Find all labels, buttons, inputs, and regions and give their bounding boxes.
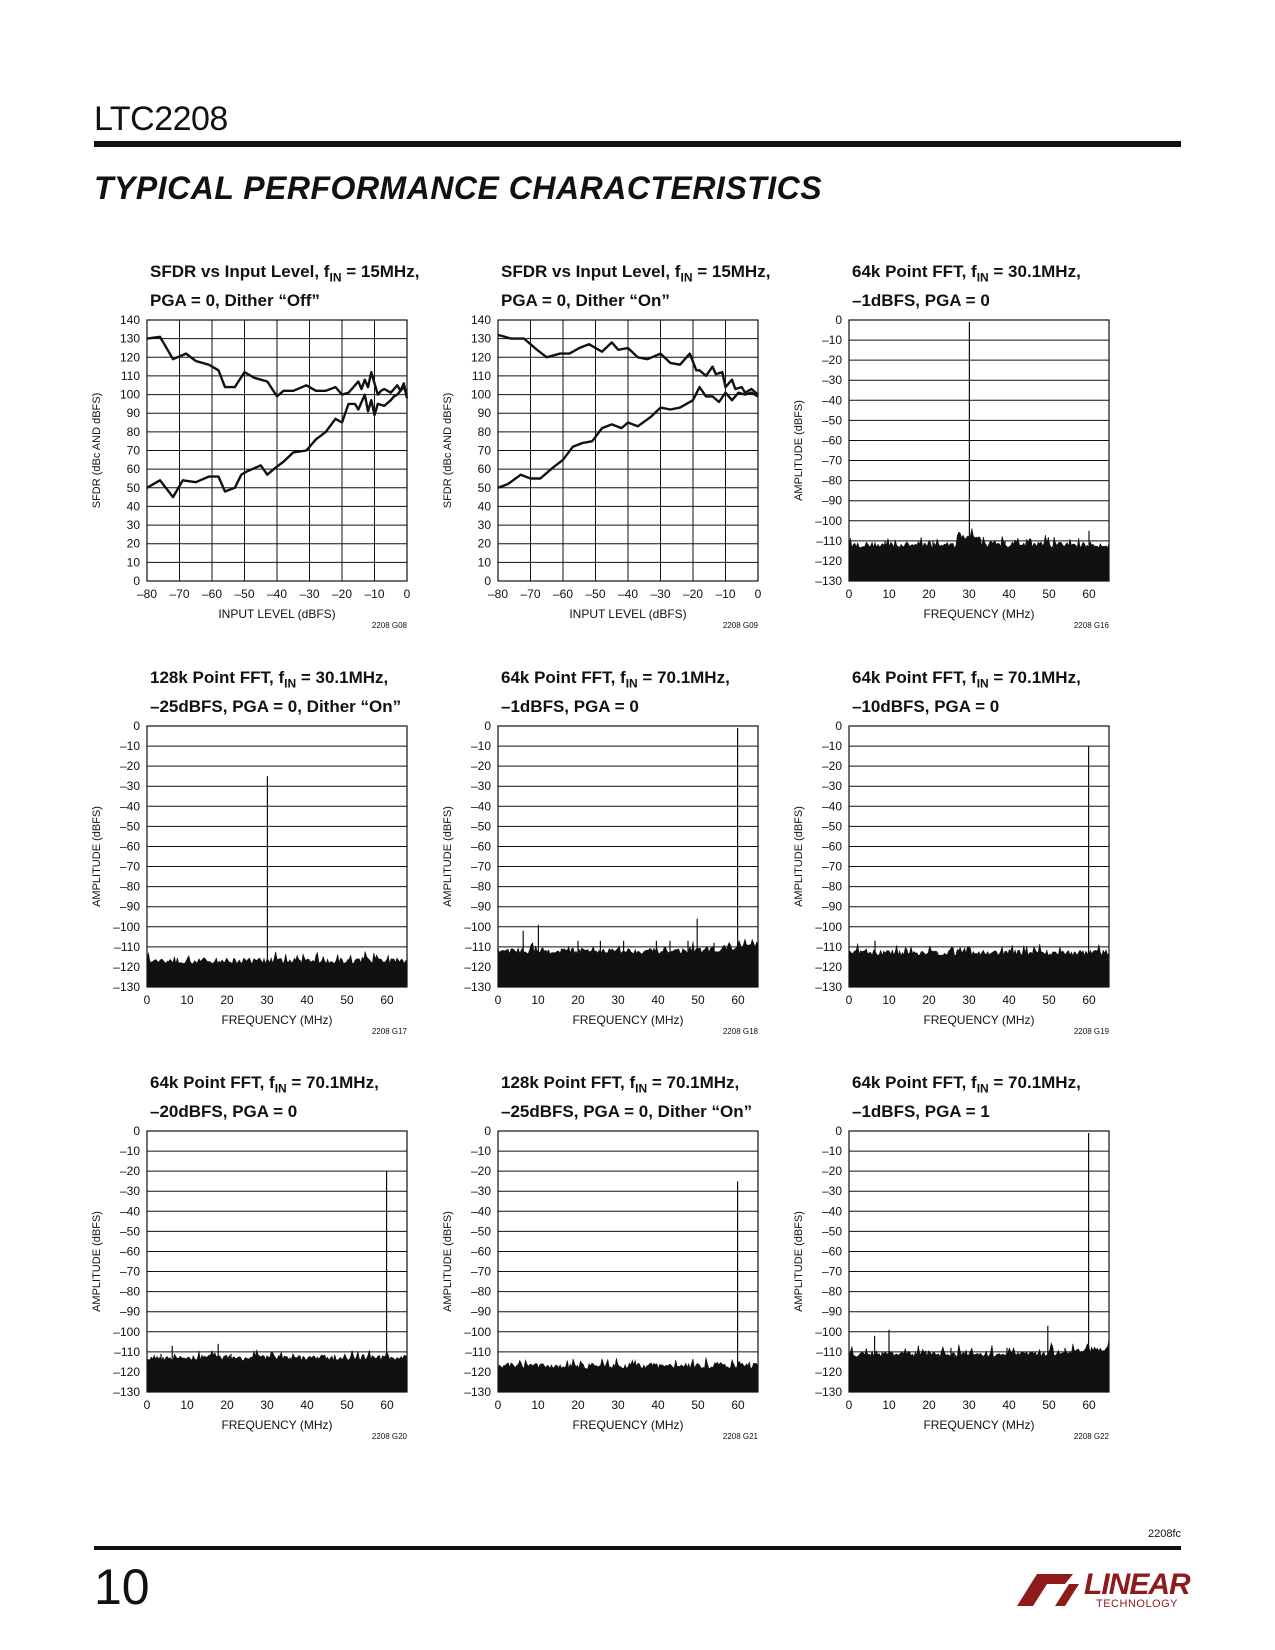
section-title: TYPICAL PERFORMANCE CHARACTERISTICS: [94, 170, 823, 206]
x-tick-label: 20: [220, 993, 234, 1007]
chart-title: 64k Point FFT, $f_{IN} = 30.1MHz$, –1dBFS, PGA = 0: [852, 262, 1081, 311]
y-tick-label: –120: [815, 1364, 842, 1379]
chart-title: 64k Point FFT, $f_{IN} = 70.1MHz$, –20dBFS, PGA = 0: [150, 1073, 379, 1122]
x-tick-label: 60: [1082, 587, 1096, 601]
y-tick-label: –30: [119, 779, 140, 794]
chart-G09: [441, 260, 811, 660]
x-tick-label: –80: [136, 587, 158, 601]
x-tick-label: –70: [169, 587, 190, 601]
y-tick-label: –30: [119, 1184, 140, 1199]
y-tick-label: –60: [119, 1244, 140, 1259]
y-tick-label: –130: [815, 1385, 842, 1399]
x-tick-label: –40: [617, 587, 639, 601]
y-tick-label: –20: [119, 759, 140, 774]
y-tick-label: 0: [835, 313, 842, 327]
y-axis-label: AMPLITUDE (dBFS): [793, 400, 805, 501]
x-tick-label: –60: [552, 587, 574, 601]
y-tick-label: –10: [821, 333, 842, 348]
y-tick-label: –120: [113, 959, 140, 974]
plot-frame: [849, 726, 1109, 987]
x-axis-label: INPUT LEVEL (dBFS): [218, 607, 336, 621]
x-tick-label: 10: [180, 993, 194, 1007]
x-axis-label: FREQUENCY (MHz): [221, 1013, 333, 1027]
y-tick-label: –70: [470, 1264, 491, 1279]
y-tick-label: –20: [821, 353, 842, 368]
y-tick-label: 0: [484, 1124, 491, 1138]
x-tick-label: 0: [143, 1398, 151, 1412]
y-tick-label: –130: [464, 980, 491, 994]
y-tick-label: –10: [470, 739, 491, 754]
y-tick-label: –120: [464, 1364, 491, 1379]
x-axis-label: FREQUENCY (MHz): [221, 1418, 333, 1432]
chart-svg: [792, 260, 1162, 660]
y-tick-label: –70: [821, 859, 842, 874]
y-axis-label: SFDR (dBc AND dBFS): [442, 392, 454, 509]
plot-frame: [498, 726, 758, 987]
y-tick-label: –50: [821, 1224, 842, 1239]
y-tick-label: 10: [126, 555, 140, 570]
x-tick-label: 60: [731, 993, 745, 1007]
y-tick-label: 70: [477, 443, 491, 458]
y-tick-label: –120: [464, 959, 491, 974]
y-tick-label: –90: [119, 899, 140, 914]
x-tick-label: 0: [845, 587, 853, 601]
y-tick-label: 0: [484, 719, 491, 733]
x-axis-label: INPUT LEVEL (dBFS): [569, 607, 687, 621]
x-axis-label: FREQUENCY (MHz): [923, 607, 1035, 621]
x-tick-label: –10: [364, 587, 385, 601]
x-tick-label: 20: [922, 587, 936, 601]
x-tick-label: 30: [611, 993, 625, 1007]
y-tick-label: 80: [477, 424, 491, 439]
x-tick-label: 50: [1042, 1398, 1056, 1412]
part-number: LTC2208: [94, 100, 228, 138]
y-tick-label: –80: [470, 879, 491, 894]
y-tick-label: –80: [821, 1284, 842, 1299]
y-tick-label: –110: [465, 1344, 491, 1359]
y-tick-label: –80: [119, 1284, 140, 1299]
header-rule: [94, 141, 1181, 147]
y-tick-label: –130: [815, 980, 842, 994]
y-tick-label: 30: [477, 518, 491, 533]
y-tick-label: 130: [470, 331, 491, 346]
noise-floor: [498, 1358, 758, 1392]
x-tick-label: 50: [691, 993, 705, 1007]
y-tick-label: 140: [119, 313, 140, 327]
y-tick-label: 120: [119, 350, 140, 365]
y-tick-label: –60: [119, 839, 140, 854]
x-tick-label: 40: [1002, 993, 1016, 1007]
noise-floor: [147, 952, 407, 987]
plot-frame: [498, 1131, 758, 1392]
chart-svg: [90, 666, 460, 1066]
figure-code: 2208 G21: [722, 1432, 758, 1441]
y-tick-label: –10: [119, 1144, 140, 1159]
x-tick-label: 60: [1082, 993, 1096, 1007]
chart-svg: [792, 1071, 1162, 1471]
x-tick-label: 0: [494, 1398, 502, 1412]
y-tick-label: –90: [821, 1304, 842, 1319]
y-tick-label: –10: [119, 739, 140, 754]
y-tick-label: –80: [470, 1284, 491, 1299]
x-tick-label: 50: [1042, 993, 1056, 1007]
noise-floor: [849, 528, 1109, 581]
y-tick-label: –100: [815, 513, 842, 528]
y-axis-label: AMPLITUDE (dBFS): [793, 1211, 805, 1312]
plot-frame: [147, 726, 407, 987]
y-tick-label: –130: [464, 1385, 491, 1399]
figure-code: 2208 G20: [371, 1432, 407, 1441]
x-tick-label: 60: [1082, 1398, 1096, 1412]
y-tick-label: –90: [119, 1304, 140, 1319]
y-tick-label: –50: [470, 1224, 491, 1239]
y-tick-label: 100: [119, 387, 140, 402]
chart-title: SFDR vs Input Level, $f_{IN} = 15MHz$, PGA = 0, Dither “On”: [501, 262, 771, 311]
y-tick-label: 20: [477, 536, 491, 551]
y-tick-label: –60: [470, 1244, 491, 1259]
y-tick-label: 50: [477, 480, 491, 495]
y-tick-label: –70: [119, 1264, 140, 1279]
y-tick-label: –100: [113, 1324, 140, 1339]
logo-wordmark: LINEAR: [1084, 1568, 1190, 1601]
y-tick-label: –100: [113, 919, 140, 934]
x-tick-label: –80: [487, 587, 509, 601]
y-tick-label: –40: [470, 799, 491, 814]
y-tick-label: –20: [119, 1164, 140, 1179]
chart-title: 64k Point FFT, $f_{IN} = 70.1MHz$, –1dBFS, PGA = 0: [501, 668, 730, 717]
y-tick-label: –100: [464, 1324, 491, 1339]
y-tick-label: –70: [821, 1264, 842, 1279]
y-tick-label: 60: [126, 462, 140, 477]
x-tick-label: 50: [340, 993, 354, 1007]
chart-G16: [792, 260, 1162, 660]
y-axis-label: AMPLITUDE (dBFS): [91, 806, 103, 907]
chart-svg: [90, 1071, 460, 1471]
y-axis-label: SFDR (dBc AND dBFS): [91, 392, 103, 509]
y-tick-label: 110: [120, 368, 140, 383]
y-tick-label: 80: [126, 424, 140, 439]
y-tick-label: 0: [133, 719, 140, 733]
noise-floor: [849, 943, 1109, 987]
x-tick-label: 20: [220, 1398, 234, 1412]
figure-code: 2208 G18: [722, 1027, 758, 1036]
chart-G17: [90, 666, 460, 1066]
x-tick-label: 10: [180, 1398, 194, 1412]
chart-G21: [441, 1071, 811, 1471]
y-tick-label: 140: [470, 313, 491, 327]
y-tick-label: 0: [484, 574, 491, 588]
y-tick-label: –40: [821, 799, 842, 814]
y-tick-label: –30: [470, 779, 491, 794]
y-tick-label: –60: [821, 839, 842, 854]
x-tick-label: –20: [331, 587, 353, 601]
x-tick-label: 10: [882, 587, 896, 601]
x-tick-label: 0: [143, 993, 151, 1007]
y-tick-label: –130: [113, 1385, 140, 1399]
figure-code: 2208 G16: [1073, 621, 1109, 630]
y-tick-label: –110: [465, 939, 491, 954]
x-tick-label: 50: [340, 1398, 354, 1412]
y-tick-label: –80: [821, 473, 842, 488]
y-tick-label: –50: [470, 819, 491, 834]
y-tick-label: 0: [133, 1124, 140, 1138]
chart-title: 64k Point FFT, $f_{IN} = 70.1MHz$, –1dBFS, PGA = 1: [852, 1073, 1081, 1122]
x-axis-label: FREQUENCY (MHz): [923, 1418, 1035, 1432]
x-tick-label: 10: [531, 993, 545, 1007]
y-tick-label: –50: [119, 819, 140, 834]
y-axis-label: AMPLITUDE (dBFS): [793, 806, 805, 907]
y-tick-label: –100: [815, 919, 842, 934]
y-tick-label: –40: [821, 1204, 842, 1219]
y-tick-label: 60: [477, 462, 491, 477]
y-tick-label: 0: [835, 1124, 842, 1138]
y-tick-label: –130: [113, 980, 140, 994]
x-tick-label: 30: [962, 1398, 976, 1412]
y-tick-label: –100: [464, 919, 491, 934]
x-tick-label: –50: [585, 587, 606, 601]
y-tick-label: –50: [119, 1224, 140, 1239]
chart-svg: [90, 260, 460, 660]
y-tick-label: –110: [114, 1344, 140, 1359]
y-tick-label: 0: [133, 574, 140, 588]
x-tick-label: 0: [494, 993, 502, 1007]
page-number: 10: [94, 1559, 150, 1615]
y-tick-label: –110: [816, 939, 842, 954]
y-tick-label: –20: [470, 759, 491, 774]
y-tick-label: 40: [126, 499, 140, 514]
x-tick-label: 0: [845, 993, 853, 1007]
y-tick-label: –60: [470, 839, 491, 854]
y-tick-label: –70: [119, 859, 140, 874]
x-tick-label: –60: [201, 587, 223, 601]
x-tick-label: –20: [682, 587, 704, 601]
x-tick-label: 50: [1042, 587, 1056, 601]
figure-code: 2208 G19: [1073, 1027, 1109, 1036]
x-tick-label: 40: [1002, 587, 1016, 601]
y-tick-label: –120: [815, 959, 842, 974]
y-tick-label: –30: [821, 373, 842, 388]
y-tick-label: –70: [470, 859, 491, 874]
logo-subtext: TECHNOLOGY: [1096, 1598, 1179, 1610]
x-tick-label: 30: [260, 993, 274, 1007]
chart-G08: [90, 260, 460, 660]
y-axis-label: AMPLITUDE (dBFS): [442, 806, 454, 907]
y-tick-label: 90: [126, 406, 140, 421]
x-tick-label: 40: [651, 993, 665, 1007]
x-axis-label: FREQUENCY (MHz): [572, 1013, 684, 1027]
chart-G20: [90, 1071, 460, 1471]
x-tick-label: 20: [571, 1398, 585, 1412]
figure-code: 2208 G22: [1073, 1432, 1109, 1441]
x-tick-label: 40: [300, 993, 314, 1007]
chart-G18: [441, 666, 811, 1066]
y-axis-label: AMPLITUDE (dBFS): [91, 1211, 103, 1312]
x-tick-label: 20: [922, 993, 936, 1007]
chart-title: 128k Point FFT, $f_{IN} = 70.1MHz$, –25dBFS, PGA = 0, Dither “On”: [501, 1073, 753, 1122]
x-tick-label: 10: [531, 1398, 545, 1412]
chart-title: 128k Point FFT, $f_{IN} = 30.1MHz$, –25dBFS, PGA = 0, Dither “On”: [150, 668, 402, 717]
x-tick-label: –70: [520, 587, 541, 601]
x-tick-label: –50: [234, 587, 255, 601]
y-tick-label: 20: [126, 536, 140, 551]
y-tick-label: –30: [470, 1184, 491, 1199]
figure-code: 2208 G09: [722, 621, 758, 630]
y-tick-label: 110: [471, 368, 491, 383]
x-tick-label: 30: [962, 993, 976, 1007]
y-axis-label: AMPLITUDE (dBFS): [442, 1211, 454, 1312]
y-tick-label: 120: [470, 350, 491, 365]
y-tick-label: –110: [816, 1344, 842, 1359]
y-tick-label: 40: [477, 499, 491, 514]
y-tick-label: –50: [821, 819, 842, 834]
x-tick-label: 20: [571, 993, 585, 1007]
y-tick-label: –40: [470, 1204, 491, 1219]
y-tick-label: –30: [821, 779, 842, 794]
y-tick-label: –80: [821, 879, 842, 894]
y-tick-label: –120: [113, 1364, 140, 1379]
y-tick-label: –40: [119, 799, 140, 814]
x-axis-label: FREQUENCY (MHz): [572, 1418, 684, 1432]
chart-title: 64k Point FFT, $f_{IN} = 70.1MHz$, –10dBFS, PGA = 0: [852, 668, 1081, 717]
x-tick-label: 0: [403, 587, 411, 601]
x-tick-label: 10: [882, 993, 896, 1007]
x-tick-label: 20: [922, 1398, 936, 1412]
chart-svg: [792, 666, 1162, 1066]
y-tick-label: –90: [821, 493, 842, 508]
x-tick-label: 0: [845, 1398, 853, 1412]
y-tick-label: –110: [816, 533, 842, 548]
y-tick-label: –90: [470, 1304, 491, 1319]
y-tick-label: 70: [126, 443, 140, 458]
y-tick-label: 50: [126, 480, 140, 495]
chart-G22: [792, 1071, 1162, 1471]
y-tick-label: –20: [821, 759, 842, 774]
chart-svg: [441, 260, 811, 660]
chart-svg: [441, 1071, 811, 1471]
y-tick-label: –20: [821, 1164, 842, 1179]
x-tick-label: 30: [962, 587, 976, 601]
y-tick-label: –20: [470, 1164, 491, 1179]
x-tick-label: 40: [300, 1398, 314, 1412]
figure-code: 2208 G08: [371, 621, 407, 630]
y-tick-label: 130: [119, 331, 140, 346]
y-tick-label: –100: [815, 1324, 842, 1339]
y-tick-label: –40: [119, 1204, 140, 1219]
y-tick-label: –90: [821, 899, 842, 914]
x-tick-label: –30: [650, 587, 671, 601]
x-tick-label: 30: [611, 1398, 625, 1412]
x-tick-label: 10: [882, 1398, 896, 1412]
y-tick-label: –10: [821, 1144, 842, 1159]
y-tick-label: 100: [470, 387, 491, 402]
y-tick-label: –60: [821, 1244, 842, 1259]
x-axis-label: FREQUENCY (MHz): [923, 1013, 1035, 1027]
chart-title: SFDR vs Input Level, $f_{IN} = 15MHz$, PGA = 0, Dither “Off”: [150, 262, 420, 311]
chart-G19: [792, 666, 1162, 1066]
x-tick-label: 60: [731, 1398, 745, 1412]
y-tick-label: –70: [821, 453, 842, 468]
y-tick-label: –10: [470, 1144, 491, 1159]
y-tick-label: 30: [126, 518, 140, 533]
noise-floor: [147, 1350, 407, 1392]
y-tick-label: –130: [815, 574, 842, 588]
x-tick-label: –30: [299, 587, 320, 601]
y-tick-label: –120: [815, 553, 842, 568]
y-tick-label: 90: [477, 406, 491, 421]
y-tick-label: –110: [114, 939, 140, 954]
y-tick-label: –80: [119, 879, 140, 894]
footer-rule: [94, 1546, 1181, 1550]
x-tick-label: 60: [380, 993, 394, 1007]
y-tick-label: –40: [821, 393, 842, 408]
y-tick-label: 10: [477, 555, 491, 570]
plot-frame: [147, 1131, 407, 1392]
y-tick-label: –60: [821, 433, 842, 448]
x-tick-label: 60: [380, 1398, 394, 1412]
noise-floor: [849, 1339, 1109, 1392]
x-tick-label: 50: [691, 1398, 705, 1412]
y-tick-label: –90: [470, 899, 491, 914]
y-tick-label: –30: [821, 1184, 842, 1199]
chart-svg: [441, 666, 811, 1066]
x-tick-label: 40: [1002, 1398, 1016, 1412]
x-tick-label: 30: [260, 1398, 274, 1412]
x-tick-label: –10: [715, 587, 736, 601]
y-tick-label: 0: [835, 719, 842, 733]
doc-code: 2208fc: [1147, 1528, 1181, 1540]
x-tick-label: 40: [651, 1398, 665, 1412]
figure-code: 2208 G17: [371, 1027, 407, 1036]
x-tick-label: 0: [754, 587, 762, 601]
y-tick-label: –10: [821, 739, 842, 754]
x-tick-label: –40: [266, 587, 288, 601]
y-tick-label: –50: [821, 413, 842, 428]
